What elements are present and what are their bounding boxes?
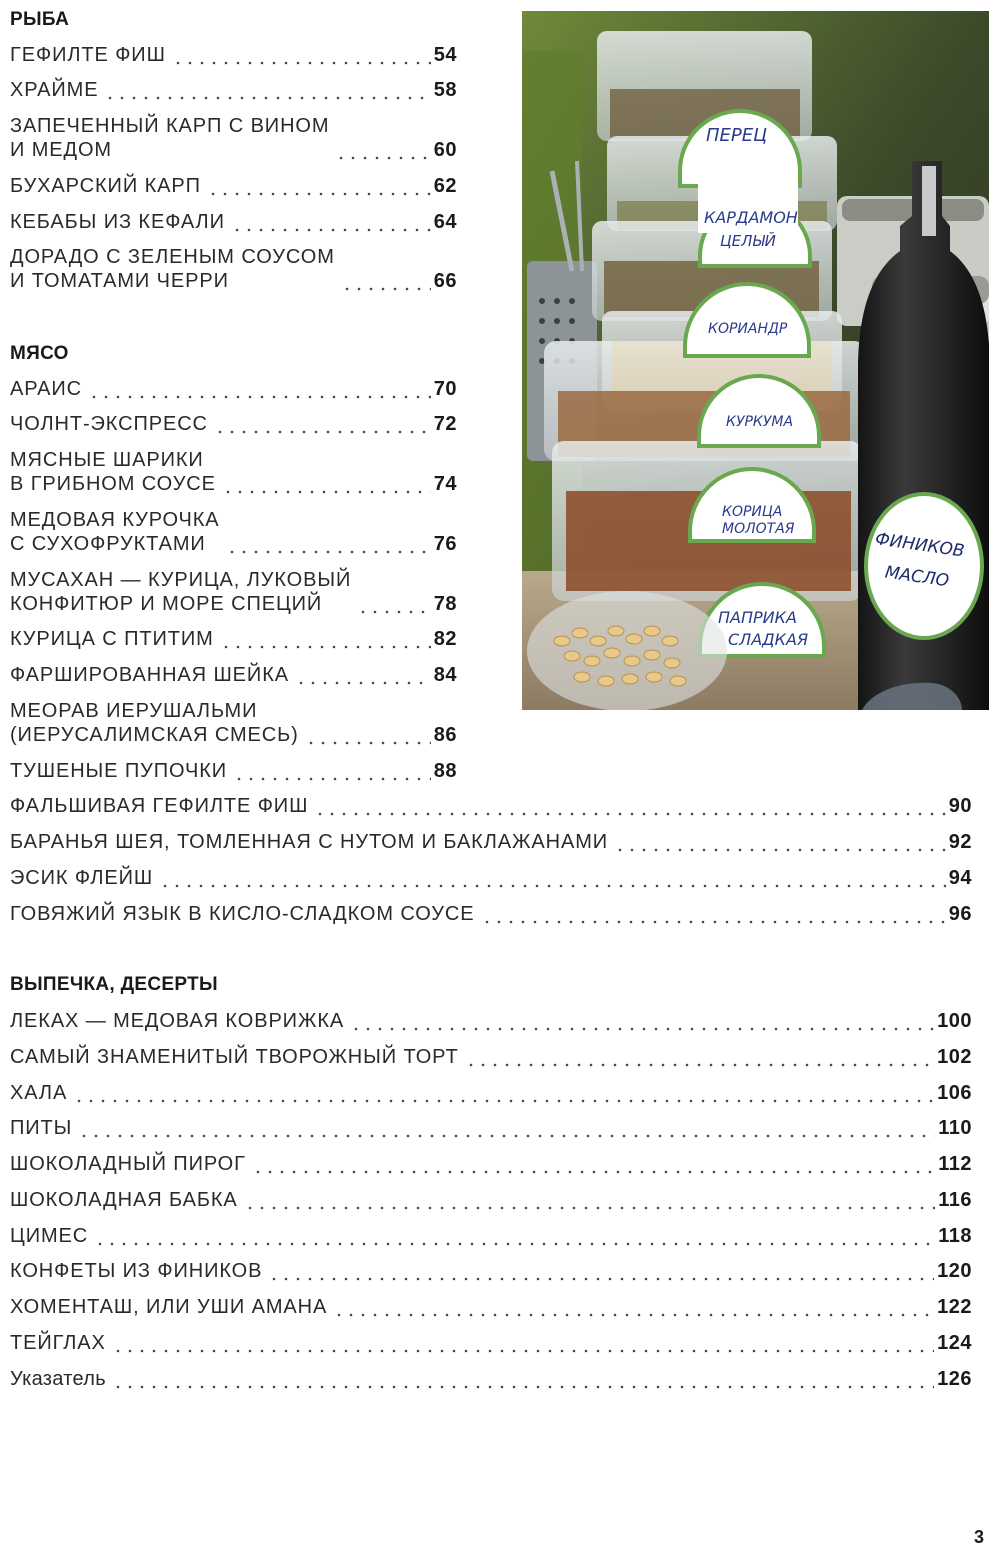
bottle-label-text: МАСЛО	[883, 562, 951, 592]
dot-leader	[214, 412, 431, 436]
toc-entry[interactable]	[10, 759, 457, 783]
dot-leader	[295, 663, 431, 687]
toc-entry-title: ЗАПЕЧЕННЫЙ КАРП С ВИНОМ И МЕДОМ	[10, 115, 330, 161]
dot-leader	[220, 627, 431, 651]
toc-entry[interactable]	[10, 1152, 972, 1176]
dot-leader	[207, 174, 431, 198]
dot-leader	[333, 1295, 934, 1319]
toc-entry-page: 70	[433, 378, 457, 400]
photo-label-text: КОРИАНДР	[708, 321, 788, 337]
toc-entry[interactable]	[10, 1188, 972, 1212]
toc-entry-title: ЦИМЕС	[10, 1225, 89, 1247]
toc-entry-page: 124	[937, 1332, 972, 1354]
dot-leader	[233, 759, 431, 783]
toc-entry-page: 60	[433, 139, 457, 161]
dot-leader	[244, 1188, 936, 1212]
toc-entry-title: ДОРАДО С ЗЕЛЕНЫМ СОУСОМ И ТОМАТАМИ ЧЕРРИ	[10, 246, 335, 292]
toc-entry-page: 92	[948, 831, 972, 853]
toc-entry[interactable]	[10, 412, 457, 436]
toc-entry[interactable]	[10, 43, 457, 67]
photo-label-text: КОРИЦА	[722, 504, 783, 520]
toc-entry-title: БУХАРСКИЙ КАРП	[10, 175, 201, 197]
toc-entry[interactable]	[10, 1295, 972, 1319]
toc-entry-title: МЕДОВАЯ КУРОЧКА С СУХОФРУКТАМИ	[10, 509, 220, 555]
toc-entry-page: 74	[433, 473, 457, 495]
toc-entry-page: 94	[948, 867, 972, 889]
toc-entry-page: 66	[433, 270, 457, 292]
toc-entry-page: 58	[433, 79, 457, 101]
toc-entry[interactable]	[10, 78, 457, 102]
toc-entry-title: ХОМЕНТАШ, ИЛИ УШИ АМАНА	[10, 1296, 328, 1318]
dot-leader	[465, 1045, 935, 1069]
toc-entry[interactable]	[10, 1081, 972, 1105]
bottle-label-text: ФИНИКОВ	[873, 529, 966, 562]
photo-label-text: СЛАДКАЯ	[728, 630, 809, 649]
photo-label-text: ЦЕЛЫЙ	[720, 232, 776, 250]
toc-entry-page: 100	[937, 1010, 972, 1032]
toc-entry-page: 72	[433, 413, 457, 435]
toc-entry[interactable]	[10, 699, 457, 747]
toc-entry-title: САМЫЙ ЗНАМЕНИТЫЙ ТВОРОЖНЫЙ ТОРТ	[10, 1046, 459, 1068]
dot-leader	[112, 1367, 934, 1391]
toc-entry-title: МЕОРАВ ИЕРУШАЛЬМИ (ИЕРУСАЛИМСКАЯ СМЕСЬ)	[10, 700, 299, 746]
toc-entry[interactable]	[10, 866, 972, 890]
toc-entry[interactable]	[10, 1009, 972, 1033]
photo-label-text: КУРКУМА	[726, 414, 794, 430]
toc-entry-page: 78	[433, 593, 457, 615]
toc-entry-page: 106	[937, 1082, 972, 1104]
toc-entry-page: 102	[937, 1046, 972, 1068]
toc-entry-page: 62	[433, 175, 457, 197]
toc-entry-page: 76	[433, 533, 457, 555]
toc-entry[interactable]	[10, 114, 457, 162]
dot-leader	[357, 592, 431, 616]
dot-leader	[172, 43, 431, 67]
dot-leader	[350, 1009, 934, 1033]
dot-leader	[104, 78, 430, 102]
dot-leader	[73, 1081, 934, 1105]
toc-entry[interactable]	[10, 448, 457, 496]
toc-entry[interactable]	[10, 794, 972, 818]
toc-entry-title: ТУШЕНЫЕ ПУПОЧКИ	[10, 760, 228, 782]
dot-leader	[222, 472, 431, 496]
toc-entry-title: Указатель	[10, 1368, 106, 1390]
toc-entry-title: МУСАХАН — КУРИЦА, ЛУКОВЫЙ КОНФИТЮР И МОРЕ СПЕЦИЙ	[10, 569, 352, 615]
toc-entry-title: КОНФЕТЫ ИЗ ФИНИКОВ	[10, 1260, 263, 1282]
dot-leader	[78, 1116, 935, 1140]
toc-entry[interactable]	[10, 508, 457, 556]
photo-label-text: КАРДАМОН	[704, 208, 798, 227]
toc-entry-page: 122	[937, 1296, 972, 1318]
toc-entry-title: БАРАНЬЯ ШЕЯ, ТОМЛЕННАЯ С НУТОМ И БАКЛАЖАНАМИ	[10, 831, 609, 853]
toc-entry[interactable]	[10, 902, 972, 926]
toc-entry-page: 82	[433, 628, 457, 650]
toc-entry-title: ХРАЙМЕ	[10, 79, 99, 101]
toc-entry-title: ШОКОЛАДНАЯ БАБКА	[10, 1189, 238, 1211]
section-title-meat: МЯСО	[10, 343, 69, 364]
toc-entry[interactable]	[10, 830, 972, 854]
toc-entry-title: ФАЛЬШИВАЯ ГЕФИЛТЕ ФИШ	[10, 795, 309, 817]
toc-entry[interactable]	[10, 377, 457, 401]
toc-entry[interactable]	[10, 245, 457, 293]
page-number: 3	[973, 1527, 984, 1547]
toc-entry-title: ФАРШИРОВАННАЯ ШЕЙКА	[10, 664, 289, 686]
dot-leader	[481, 902, 946, 926]
dot-leader	[112, 1331, 934, 1355]
toc-entry-page: 126	[937, 1368, 972, 1390]
toc-entry[interactable]	[10, 1331, 972, 1355]
dot-leader	[252, 1152, 935, 1176]
toc-entry[interactable]	[10, 210, 457, 234]
section-title-baking: ВЫПЕЧКА, ДЕСЕРТЫ	[10, 974, 218, 995]
toc-entry[interactable]	[10, 663, 457, 687]
toc-entry[interactable]	[10, 1259, 972, 1283]
photo-label-text: МОЛОТАЯ	[722, 521, 795, 537]
dot-leader	[94, 1224, 935, 1248]
dot-leader	[305, 723, 431, 747]
toc-entry-title: ТЕЙГЛАХ	[10, 1332, 106, 1354]
toc-entry-title: ГОВЯЖИЙ ЯЗЫК В КИСЛО-СЛАДКОМ СОУСЕ	[10, 903, 475, 925]
toc-entry-title: ШОКОЛАДНЫЙ ПИРОГ	[10, 1153, 246, 1175]
dot-leader	[268, 1259, 934, 1283]
toc-entry-page: 86	[433, 724, 457, 746]
toc-entry-title: ПИТЫ	[10, 1117, 73, 1139]
toc-entry-page: 112	[938, 1153, 972, 1175]
toc-entry[interactable]	[10, 627, 457, 651]
toc-entry-page: 96	[948, 903, 972, 925]
photo-label-text: ПАПРИКА	[718, 608, 797, 627]
toc-entry-page: 64	[433, 211, 457, 233]
toc-entry-page: 54	[433, 44, 457, 66]
toc-entry-title: МЯСНЫЕ ШАРИКИ В ГРИБНОМ СОУСЕ	[10, 449, 216, 495]
toc-entry-page: 88	[433, 760, 457, 782]
toc-entry-title: ЭСИК ФЛЕЙШ	[10, 867, 154, 889]
dot-leader	[159, 866, 946, 890]
toc-entry[interactable]	[10, 1116, 972, 1140]
toc-entry-page: 120	[937, 1260, 972, 1282]
toc-entry-title: КУРИЦА С ПТИТИМ	[10, 628, 214, 650]
toc-entry-title: ЧОЛНТ-ЭКСПРЕСС	[10, 413, 208, 435]
dot-leader	[341, 269, 431, 293]
toc-entry[interactable]	[10, 174, 457, 198]
toc-entry-page: 84	[433, 664, 457, 686]
toc-entry-index[interactable]	[10, 1367, 972, 1391]
toc-entry[interactable]	[10, 1045, 972, 1069]
toc-entry[interactable]	[10, 1224, 972, 1248]
toc-entry-title: ХАЛА	[10, 1082, 68, 1104]
section-title-fish: РЫБА	[10, 9, 70, 30]
dot-leader	[314, 794, 945, 818]
toc-entry-title: ЛЕКАХ — МЕДОВАЯ КОВРИЖКА	[10, 1010, 345, 1032]
toc-entry-page: 118	[938, 1225, 972, 1247]
toc-entry-title: КЕБАБЫ ИЗ КЕФАЛИ	[10, 211, 225, 233]
toc-entry[interactable]	[10, 568, 457, 616]
toc-entry-page: 90	[948, 795, 972, 817]
photo-label-text: ПЕРЕЦ	[706, 125, 768, 146]
dot-leader	[335, 138, 430, 162]
dot-leader	[226, 532, 431, 556]
toc-entry-title: АРАИС	[10, 378, 82, 400]
toc-entry-page: 116	[938, 1189, 972, 1211]
toc-entry-title: ГЕФИЛТЕ ФИШ	[10, 44, 166, 66]
dot-leader	[231, 210, 431, 234]
toc-entry-page: 110	[938, 1117, 972, 1139]
dot-leader	[88, 377, 431, 401]
spice-jars-photo	[522, 11, 989, 710]
dot-leader	[614, 830, 946, 854]
